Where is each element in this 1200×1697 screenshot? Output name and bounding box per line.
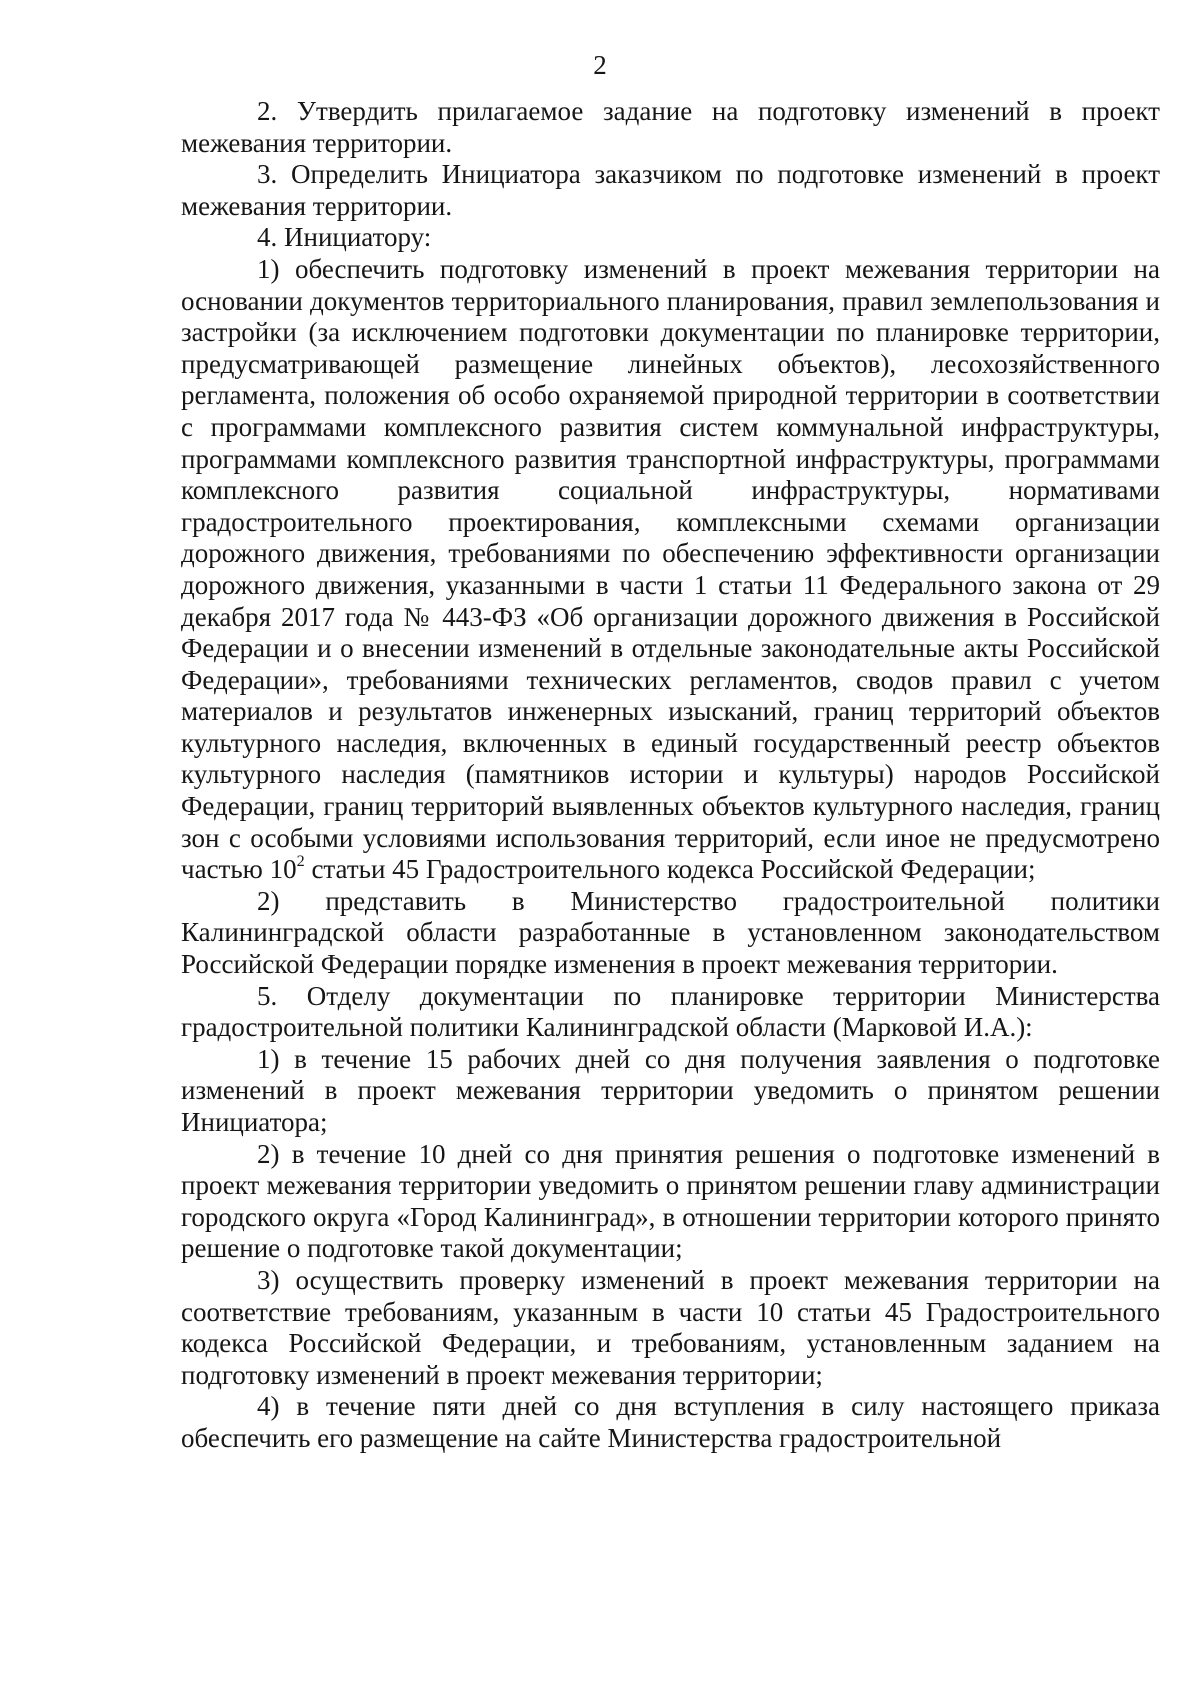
paragraph-item-4-2: 2) представить в Министерство градостроительной политики Калининградской области разработанные в установленном законодательством Российской Федерации порядке изменения в проект межевания территории. <box>181 885 1160 980</box>
paragraph-item-4-1 <box>181 254 1160 886</box>
paragraph-item-4: 4. Инициатору: <box>257 222 432 253</box>
paragraph-item-4-1-tail: статьи 45 Градостроительного кодекса Российской Федерации; <box>304 854 1036 885</box>
paragraph-item-5-2: 2) в течение 10 дней со дня принятия решения о подготовке изменений в проект межевания территории уведомить о принятом решении главу администрации городского округа «Город Калининград», в отношении территории которого принято решение о подготовке такой документации; <box>181 1138 1160 1264</box>
superscript-marker: 2 <box>296 852 305 871</box>
paragraph-item-5-4: 4) в течение пяти дней со дня вступления в силу настоящего приказа обеспечить его размещение на сайте Министерства градостроительной <box>181 1391 1160 1453</box>
paragraph-item-2: 2. Утвердить прилагаемое задание на подготовку изменений в проект межевания территории. <box>181 96 1160 158</box>
paragraph-item-5: 5. Отделу документации по планировке территории Министерства градостроительной политики Калининградской области (Марковой И.А.): <box>181 980 1160 1043</box>
page-number: 2 <box>593 50 607 80</box>
paragraph-item-3: 3. Определить Инициатора заказчиком по подготовке изменений в проект межевания территории. <box>181 159 1160 221</box>
paragraph-item-4-1-text: 1) обеспечить подготовку изменений в проект межевания территории на основании документов территориального планирования, правил землепользования и застройки (за исключением подготовки документации по планировке территории, предусматривающей размещение линейных объектов), лесохозяйственного регламента, положения об особо охраняемой природной территории в соответствии с программами комплексного развития систем коммунальной инфраструктуры, программами комплексного развития транспортной инфраструктуры, программами комплексного развития социальной инфраструктуры, нормативами градостроительного проектирования, комплексными схемами организации дорожного движения, требованиями по обеспечению эффективности организации дорожного движения, указанными в части 1 статьи 11 Федерального закона от 29 декабря 2017 года № 443-ФЗ «Об организации дорожного движения в Российской Федерации и о внесении изменений в отдельные законодательные акты Российской Федерации», требованиями технических регламентов, сводов правил с учетом материалов и результатов инженерных изысканий, границ территорий объектов культурного наследия, включенных в единый государственный реестр объектов культурного наследия (памятников истории и культуры) народов Российской Федерации, границ территорий выявленных объектов культурного наследия, границ зон с особыми условиями использования территорий, если иное не предусмотрено частью 10 <box>181 253 1160 885</box>
paragraph-item-5-3: 3) осуществить проверку изменений в проект межевания территории на соответствие требованиям, указанным в части 10 статьи 45 Градостроительного кодекса Российской Федерации, и требованиям, установленным заданием на подготовку изменений в проект межевания территории; <box>181 1264 1160 1390</box>
paragraph-item-5-1: 1) в течение 15 рабочих дней со дня получения заявления о подготовке изменений в проект межевания территории уведомить о принятом решении Инициатора; <box>181 1043 1160 1137</box>
document-body <box>181 96 1160 1455</box>
